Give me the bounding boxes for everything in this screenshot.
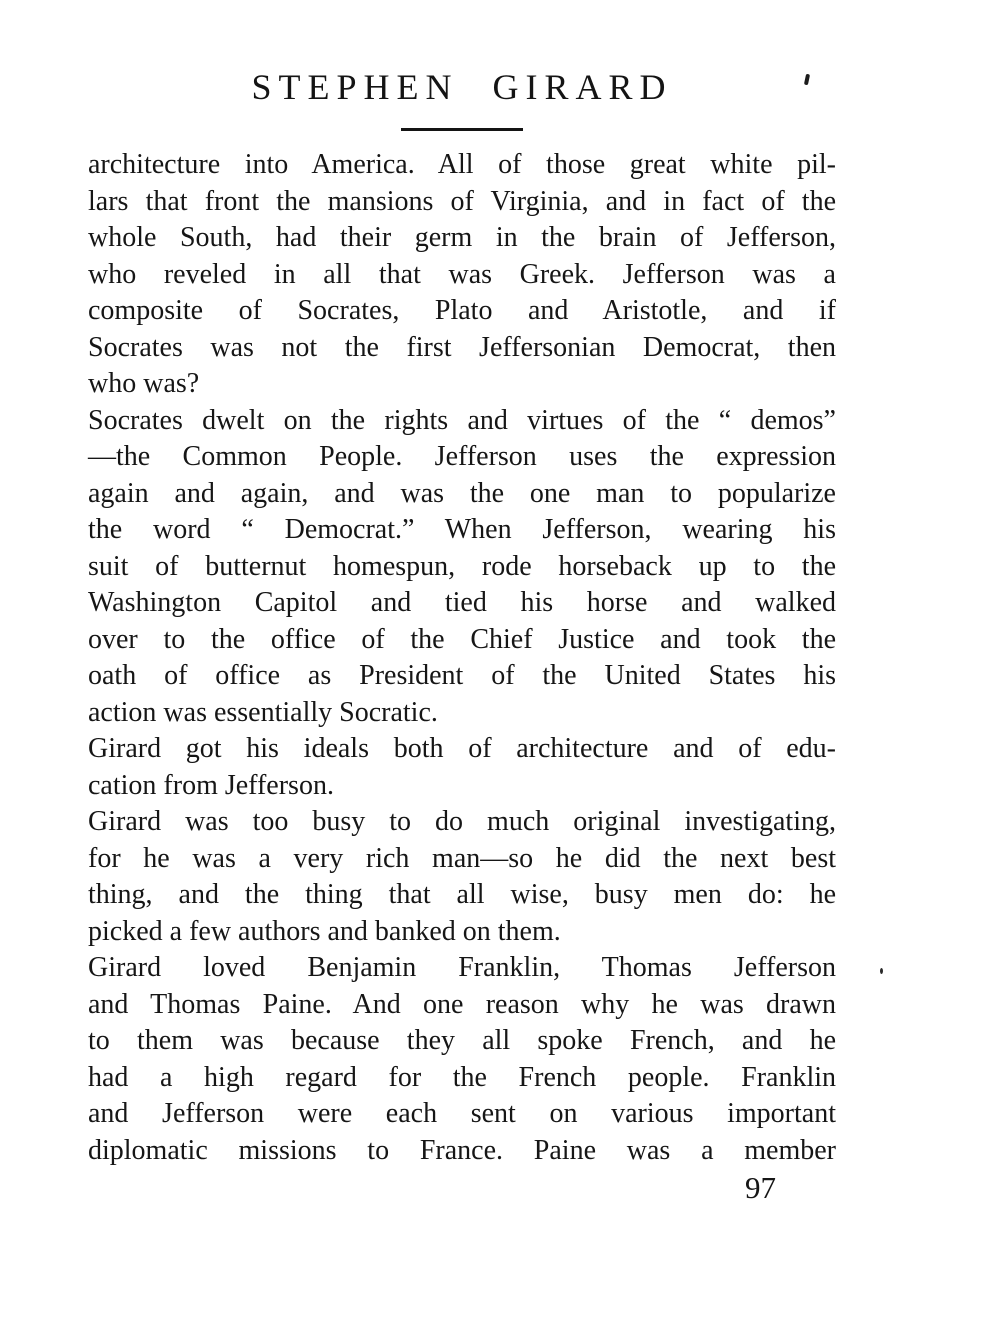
text-line: again and again, and was the one man to popularize [88,477,836,509]
paragraph [88,950,836,1169]
page-title: STEPHEN GIRARD [251,67,673,107]
text-line: and Thomas Paine. And one reason why he was drawn [88,988,836,1020]
paragraph [88,147,836,403]
text-line: and Jefferson were each sent on various important [88,1098,836,1129]
title-divider-rule [401,128,523,131]
text-line: who was? [88,368,200,399]
paragraph [88,804,836,950]
paragraph [88,731,836,804]
text-line: had a high regard for the French people. Franklin [88,1061,836,1093]
text-line: the word “ Democrat.” When Jefferson, wearing his [88,514,836,545]
text-line: whole South, had their germ in the brain of Jefferson, [88,222,836,253]
text-line: Girard loved Benjamin Franklin, Thomas Jefferson [88,952,836,983]
text-line: Socrates was not the first Jeffersonian Democrat, then [88,331,836,363]
text-line: thing, and the thing that all wise, busy men do: he [88,879,836,910]
page-number: 97 [745,1170,776,1205]
text-line: oath of office as President of the United States his [88,660,836,691]
text-line: picked a few authors and banked on them. [88,915,561,947]
text-line: for he was a very rich man—so he did the next best [88,842,836,874]
text-line: cation from Jefferson. [88,769,334,801]
text-line: —the Common People. Jefferson uses the expression [88,441,836,472]
text-line: diplomatic missions to France. Paine was a member [88,1134,836,1166]
text-line: over to the office of the Chief Justice and took the [88,623,836,655]
text-line: composite of Socrates, Plato and Aristotle, and if [88,295,836,326]
body-text [88,147,836,1169]
text-line: Socrates dwelt on the rights and virtues of the “ demos” [88,404,836,436]
text-line: who reveled in all that was Greek. Jefferson was a [88,258,836,290]
text-line: suit of butternut homespun, rode horseback up to the [88,550,836,582]
text-line: architecture into America. All of those great white pil- [88,149,836,180]
ink-speck-icon [880,968,883,974]
text-line: to them was because they all spoke French, and he [88,1025,836,1056]
text-line: lars that front the mansions of Virginia, and in fact of the [88,185,836,217]
text-line: Girard got his ideals both of architecture and of edu- [88,733,836,764]
text-line: Washington Capitol and tied his horse and walked [88,587,836,618]
paragraph [88,403,836,732]
text-line: Girard was too busy to do much original investigating, [88,806,836,837]
text-line: action was essentially Socratic. [88,696,438,728]
